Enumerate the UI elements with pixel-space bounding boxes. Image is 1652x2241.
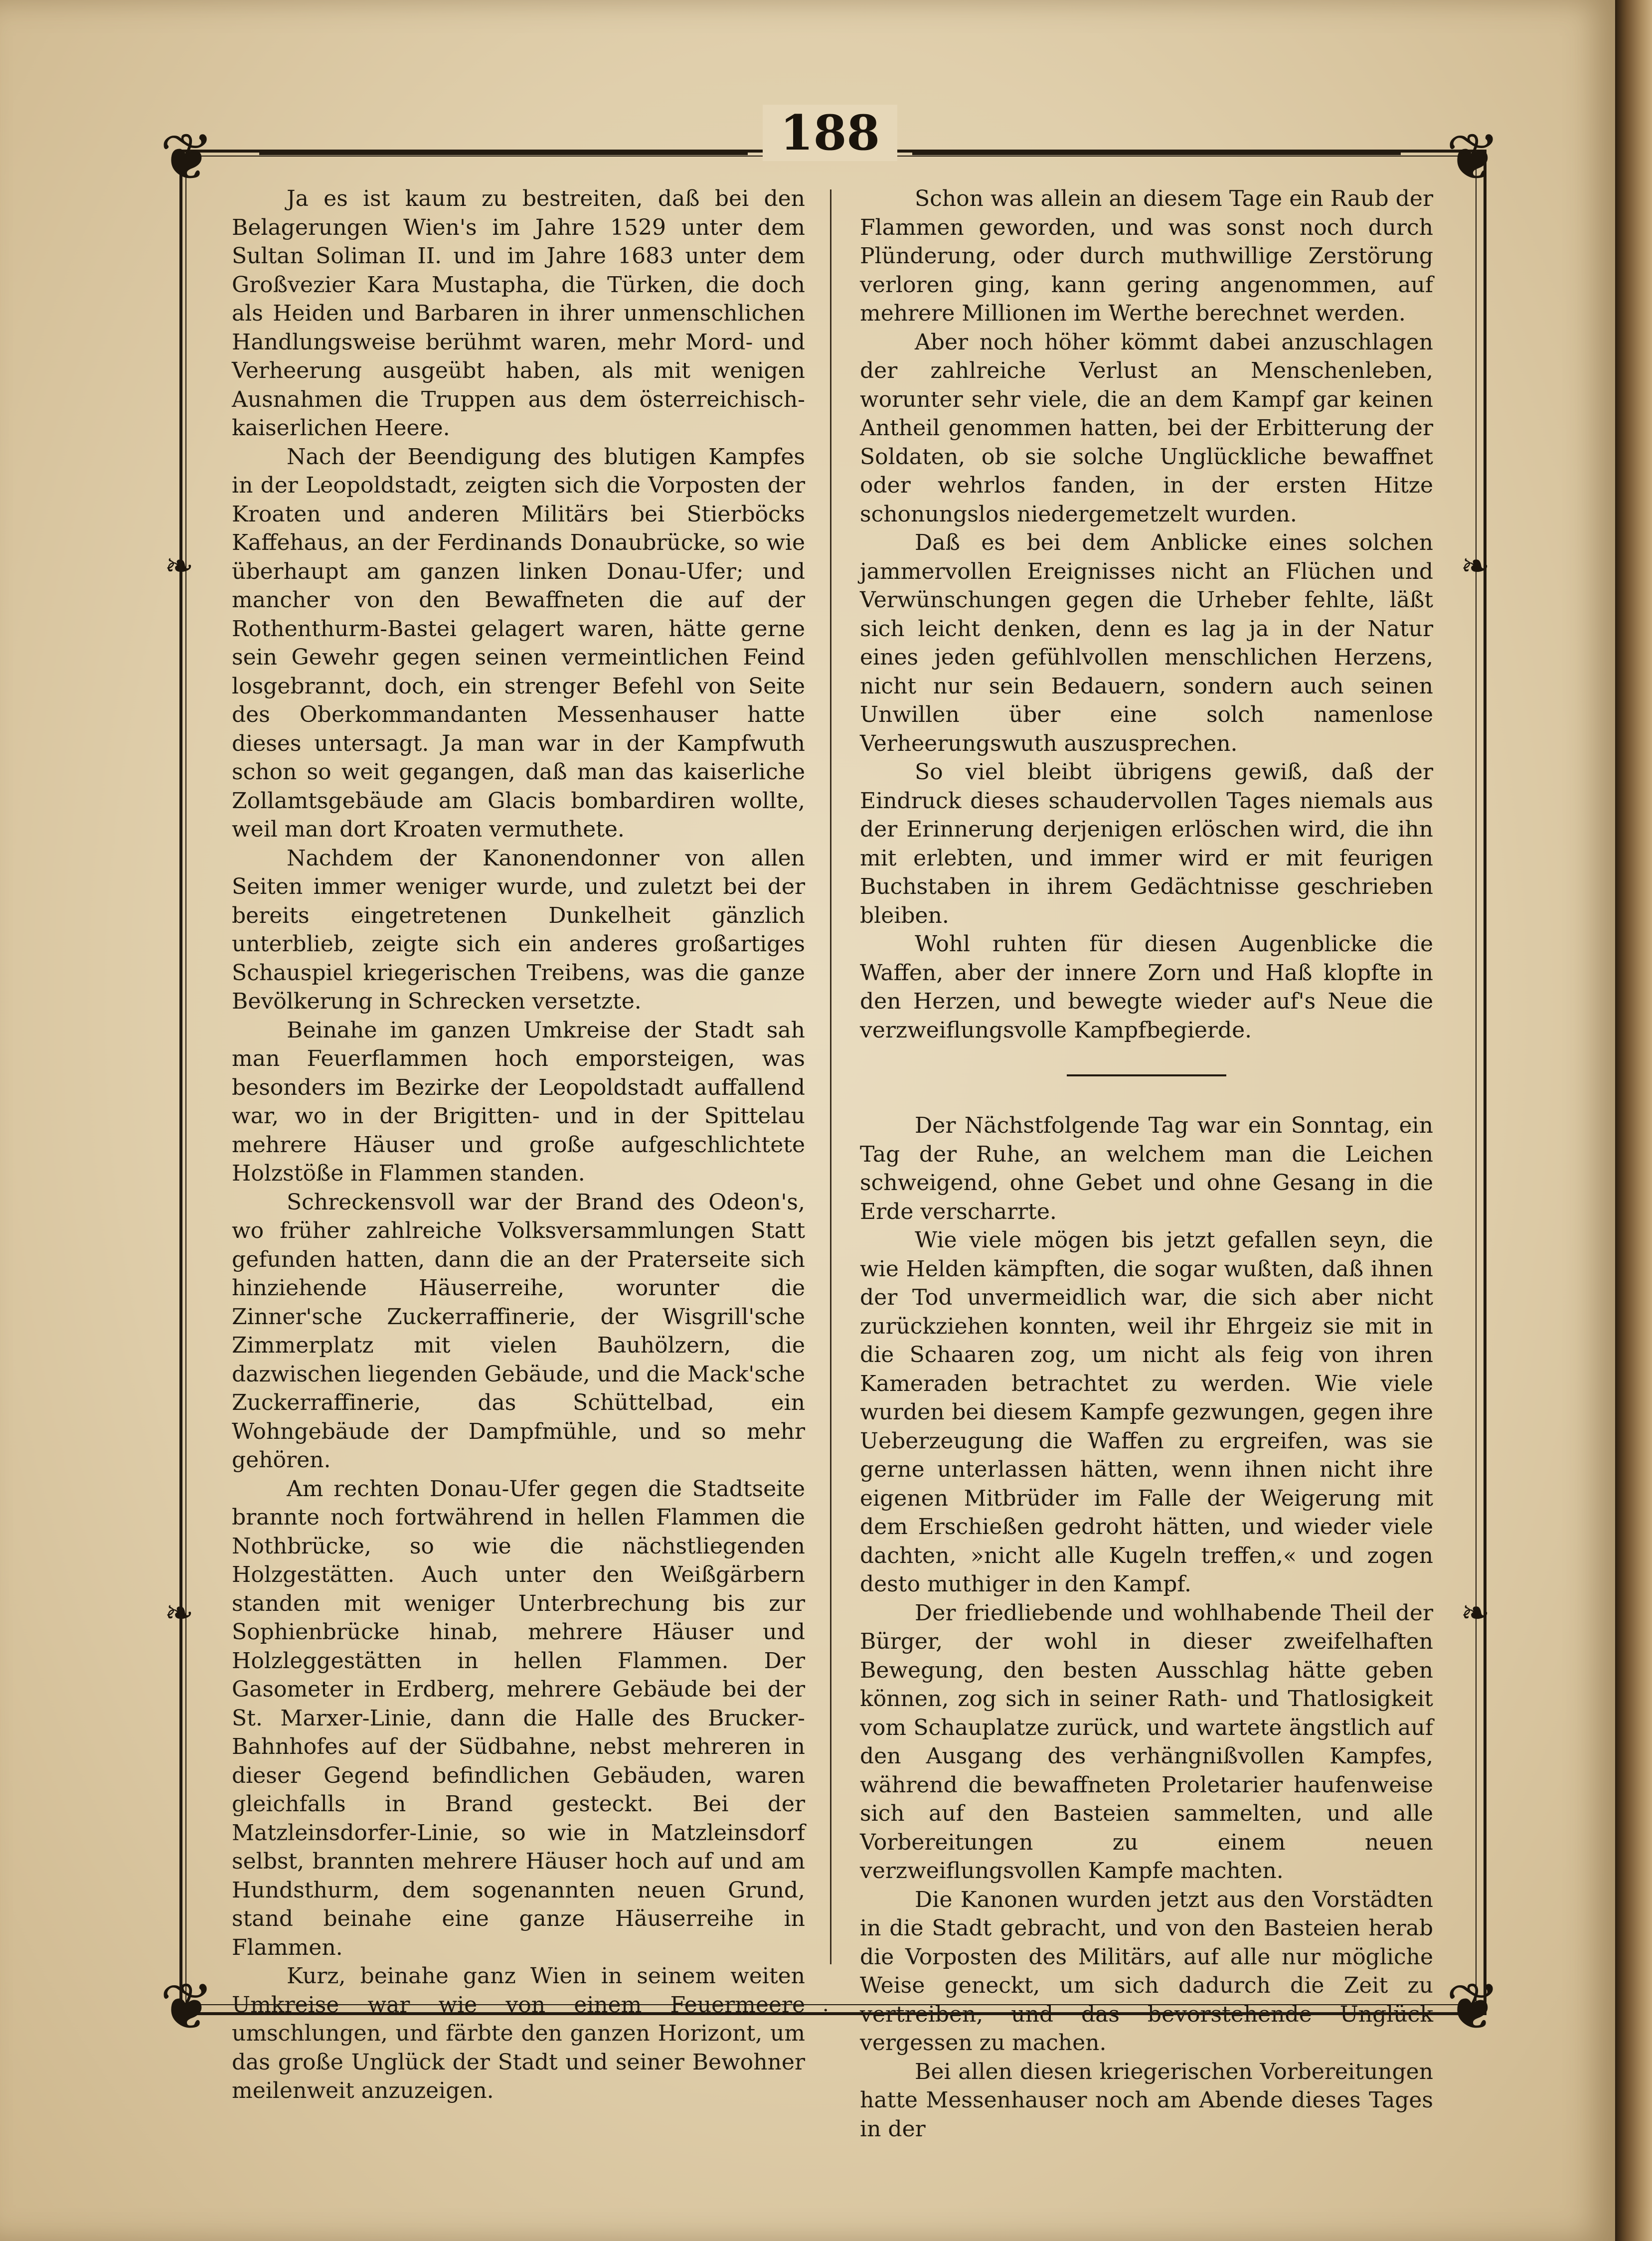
section-divider (1067, 1074, 1226, 1076)
side-ornament-icon: ❧ (165, 1592, 194, 1633)
paragraph: Schreckensvoll war der Brand des Odeon's, wo früher zahlreiche Volksversammlungen Statt gefunden hatten, dann die an der Praterseite sich hinziehende Häuserreihe, worunter die Zinner'sche Zuckerraffinerie, der Wisgrill'sche Zimmerplatz mit vielen Bauhölzern, die dazwischen liegenden Gebäude, und die Mack'sche Zuckerraffinerie, das Schüttelbad, ein Wohngebäude der Dampfmühle, und so mehr gehören. (232, 1189, 805, 1473)
paragraph: Aber noch höher kömmt dabei anzuschlagen der zahlreiche Verlust an Menschenleben, worunter sehr viele, die an dem Kampf gar keinen Antheil genommen hatten, bei der Erbitterung der Soldaten, ob sie solche Unglückliche bewaffnet oder wehrlos fanden, in der ersten Hitze schonungslos niedergemetzelt wurden. (860, 329, 1433, 527)
right-column (860, 184, 1433, 2143)
corner-ornament-icon: ❦ (160, 1969, 214, 2045)
header-rule-left (259, 152, 748, 155)
header-rule-right (912, 152, 1401, 155)
paragraph: Der Nächstfolgende Tag war ein Sonntag, ein Tag der Ruhe, an welchem man die Leichen schweigend, ohne Gebet und ohne Gesang in die Erde verscharrte. (860, 1113, 1433, 1224)
column-divider (830, 189, 831, 1964)
paragraph: Bei allen diesen kriegerischen Vorbereitungen hatte Messenhauser noch am Abende dieses Tages in der (860, 2059, 1433, 2142)
paragraph: Schon was allein an diesem Tage ein Raub der Flammen geworden, und was sonst noch durch Plünderung, oder durch muthwillige Zerstörung verloren ging, kann gering angenommen, auf mehrere Millionen im Werthe berechnet werden. (860, 186, 1433, 326)
page-number: 188 (763, 105, 897, 161)
paragraph: Die Kanonen wurden jetzt aus den Vorstädten in die Stadt gebracht, und von den Basteien herab die Vorposten des Militärs, auf alle nur mögliche Weise geneckt, um sich dadurch die Zeit zu vertreiben, und das bevorstehende Unglück vergessen zu machen. (860, 1887, 1433, 2056)
paragraph: So viel bleibt übrigens gewiß, daß der Eindruck dieses schaudervollen Tages niemals aus der Erinnerung derjenigen erlöschen wird, die ihn mit erlebten, und immer wird er mit feurigen Buchstaben in ihrem Gedächtnisse geschrieben bleiben. (860, 759, 1433, 928)
paragraph: Beinahe im ganzen Umkreise der Stadt sah man Feuerflammen hoch emporsteigen, was besonders im Bezirke der Leopoldstadt auffallend war, wo in der Brigitten- und in der Spittelau mehrere Häuser und große aufgeschlichtete Holzstöße in Flammen standen. (232, 1017, 805, 1186)
footer-mark: · (823, 1999, 829, 2022)
corner-ornament-icon: ❦ (160, 119, 214, 195)
binding-edge (1615, 0, 1652, 2241)
paragraph: Wohl ruhten für diesen Augenblicke die Waffen, aber der innere Zorn und Haß klopfte in den Herzen, und bewegte wieder auf's Neue die verzweiflungsvolle Kampfbegierde. (860, 931, 1433, 1043)
paragraph: Wie viele mögen bis jetzt gefallen seyn, die wie Helden kämpften, die sogar wußten, daß ihnen der Tod unvermeidlich war, die sich aber nicht zurückziehen konnten, weil ihr Ehrgeiz sie mit in die Schaaren zog, um nicht als feig von ihren Kameraden betrachtet zu werden. Wie viele wurden bei diesem Kampfe gezwungen, gegen ihre Ueberzeugung die Waffen zu ergreifen, was sie gerne unterlassen hätten, wenn ihnen nicht ihre eigenen Mitbrüder im Falle der Weigerung mit dem Erschießen gedroht hätten, und wieder viele dachten, »nicht alle Kugeln treffen,« und zogen desto muthiger in den Kampf. (860, 1227, 1433, 1597)
paragraph: Nach der Beendigung des blutigen Kampfes in der Leopoldstadt, zeigten sich die Vorposten der Kroaten und anderen Militärs bei Stierböcks Kaffehaus, an der Ferdinands Donaubrücke, so wie überhaupt am ganzen linken Donau-Ufer; und mancher von den Bewaffneten die auf der Rothenthurm-Bastei gelagert waren, hätte gerne sein Gewehr gegen seinen vermeintlichen Feind losgebrannt, doch, ein strenger Befehl von Seite des Oberkommandanten Messenhauser hatte dieses untersagt. Ja man war in der Kampfwuth schon so weit gegangen, daß man das kaiserliche Zollamtsgebäude am Glacis bombardiren wollte, weil man dort Kroaten vermuthete. (232, 444, 805, 842)
left-column (232, 184, 805, 2105)
paragraph: Daß es bei dem Anblicke eines solchen jammervollen Ereignisses nicht an Flüchen und Verwünschungen gegen die Urheber fehlte, läßt sich leicht denken, denn es lag ja in der Natur eines jeden gefühlvollen menschlichen Herzens, nicht nur sein Bedauern, sondern auch seinen Unwillen über eine solch namenlose Verheerungswuth auszusprechen. (860, 530, 1433, 756)
paragraph: Der friedliebende und wohlhabende Theil der Bürger, der wohl in dieser zweifelhaften Bewegung, den besten Ausschlag hätte geben können, zog sich in seiner Rath- und Thatlosigkeit vom Schauplatze zurück, und wartete ängstlich auf den Ausgang des verhängnißvollen Kampfes, während die bewaffneten Proletarier haufenweise sich auf den Basteien sammelten, und alle Vorbereitungen zu einem neuen verzweiflungsvollen Kampfe machten. (860, 1600, 1433, 1884)
paragraph: Ja es ist kaum zu bestreiten, daß bei den Belagerungen Wien's im Jahre 1529 unter dem Sultan Soliman II. und im Jahre 1683 unter dem Großvezier Kara Mustapha, die Türken, die doch als Heiden und Barbaren in ihrer unmenschlichen Handlungsweise berühmt waren, mehr Mord- und Verheerung ausgeübt haben, als mit wenigen Ausnahmen die Truppen aus dem österreichisch-kaiserlichen Heere. (232, 186, 805, 441)
side-ornament-icon: ❧ (165, 545, 194, 586)
paragraph: Am rechten Donau-Ufer gegen die Stadtseite brannte noch fortwährend in hellen Flammen die Nothbrücke, so wie die nächstliegenden Holzgestätten. Auch unter den Weißgärbern standen mit weniger Unterbrechung bis zur Sophienbrücke hinab, mehrere Häuser und Holzleggestätten in hellen Flammen. Der Gasometer in Erdberg, mehrere Gebäude bei der St. Marxer-Linie, dann die Halle des Brucker-Bahnhofes auf der Südbahne, nebst mehreren in dieser Gegend befindlichen Gebäuden, waren gleichfalls in Brand gesteckt. Bei der Matzleinsdorfer-Linie, so wie in Matzleinsdorf selbst, brannten mehrere Häuser hoch auf und am Hundsthurm, dem sogenannten neuen Grund, stand beinahe eine ganze Häuserreihe in Flammen. (232, 1476, 805, 1960)
side-ornament-icon: ❧ (1461, 1592, 1490, 1633)
side-ornament-icon: ❧ (1461, 545, 1490, 586)
paragraph: Nachdem der Kanonendonner von allen Seiten immer weniger wurde, und zuletzt bei der bereits eingetretenen Dunkelheit gänzlich unterblieb, zeigte sich ein anderes großartiges Schauspiel kriegerischen Treibens, was die ganze Bevölkerung in Schrecken versetzte. (232, 845, 805, 1014)
corner-ornament-icon: ❦ (1446, 1969, 1500, 2045)
corner-ornament-icon: ❦ (1446, 119, 1500, 195)
paragraph: Kurz, beinahe ganz Wien in seinem weiten Umkreise war wie von einem Feuermeere umschlungen, und färbte den ganzen Horizont, um das große Unglück der Stadt und seiner Bewohner meilenweit anzuzeigen. (232, 1963, 805, 2103)
